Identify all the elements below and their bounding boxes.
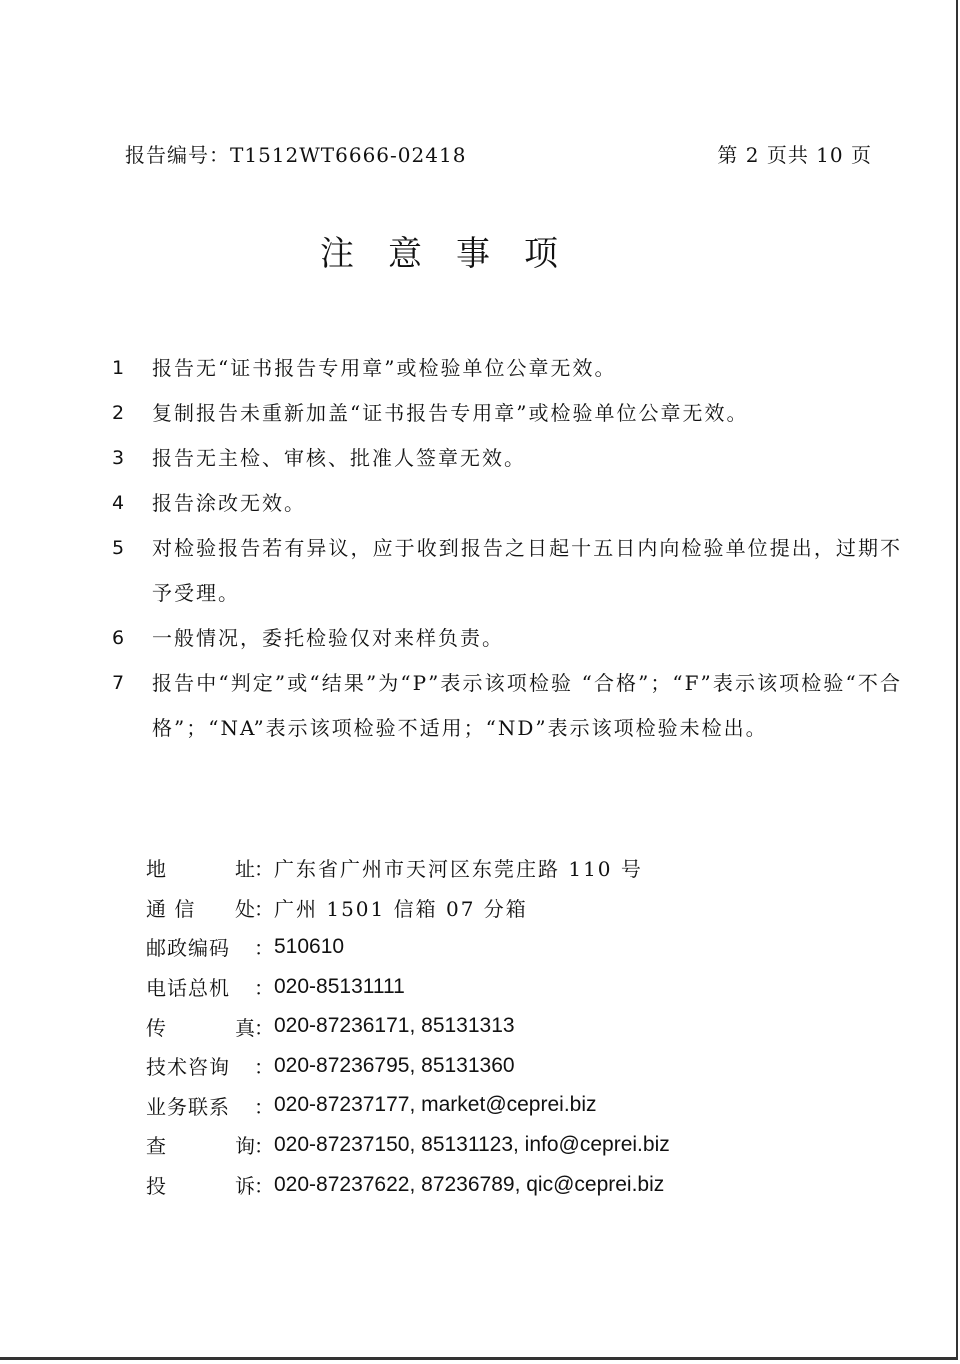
notice-item (112, 661, 902, 751)
label-colon: ： (254, 857, 274, 882)
label-colon: ： (254, 1134, 274, 1159)
notice-number: 3 (112, 447, 127, 469)
label-colon: ： (254, 1015, 274, 1040)
notice-item (112, 616, 902, 661)
label-part: 业务联系 (146, 1094, 230, 1119)
notice-text: 一般情况，委托检验仅对来样负责。 (152, 626, 504, 650)
notice-item (112, 436, 902, 481)
complaint-value: 020-87237622, 87236789, qic@ceprei.biz (274, 1172, 665, 1196)
notice-text: 报告涂改无效。 (152, 491, 306, 515)
notice-text: 复制报告未重新加盖“证书报告专用章”或检验单位公章无效。 (152, 401, 749, 425)
fax-value: 020-87236171, 85131313 (274, 1014, 515, 1038)
switchboard-value: 020-85131111 (274, 974, 405, 998)
label-part: 真 (235, 1015, 256, 1040)
label-part: 处 (235, 896, 256, 921)
notice-item (112, 526, 902, 616)
contact-label (146, 1051, 256, 1080)
contact-mailbox (146, 888, 866, 928)
notice-number: 6 (112, 627, 127, 649)
label-part: 技术咨询 (146, 1055, 230, 1080)
contact-label (146, 893, 256, 922)
page-indicator: 第 2 页共 10 页 (717, 143, 872, 167)
inquiry-value: 020-87237150, 85131123, info@ceprei.biz (274, 1132, 670, 1156)
contact-business (146, 1086, 866, 1126)
notice-text: 报告无主检、审核、批准人签章无效。 (152, 446, 526, 470)
notice-number: 5 (112, 537, 127, 559)
label-part: 传 (146, 1015, 167, 1040)
contact-inquiry (146, 1125, 866, 1165)
notice-text: 报告无“证书报告专用章”或检验单位公章无效。 (152, 356, 617, 380)
contact-label (146, 972, 256, 1001)
label-part: 诉 (235, 1174, 256, 1199)
label-colon: ： (254, 1174, 274, 1199)
contact-label (146, 932, 256, 961)
label-part: 邮政编码 (146, 936, 230, 961)
page-title: 注意事项 (320, 234, 592, 274)
notice-text: 报告中“判定”或“结果”为“P”表示该项检验 “合格”；“F”表示该项检验“不合格”；“NA”表示该项检验不适用；“ND”表示该项检验未检出。 (152, 671, 902, 740)
label-part: 址 (235, 857, 256, 882)
mailbox-value: 广州 1501 信箱 07 分箱 (274, 896, 528, 921)
notice-number: 1 (112, 357, 127, 379)
notice-number: 4 (112, 492, 127, 514)
contact-block (146, 848, 866, 1204)
contact-label (146, 1012, 256, 1041)
label-part: 投 (146, 1174, 167, 1199)
contact-label (146, 1130, 256, 1159)
contact-address (146, 848, 866, 888)
notice-number: 2 (112, 402, 127, 424)
contact-postcode (146, 927, 866, 967)
label-part: 电话总机 (146, 976, 230, 1001)
address-value: 广东省广州市天河区东莞庄路 110 号 (274, 857, 643, 882)
contact-complaint (146, 1165, 866, 1205)
notice-number: 7 (112, 672, 127, 694)
contact-consult (146, 1046, 866, 1086)
contact-label (146, 1170, 256, 1199)
label-colon: ： (254, 936, 274, 961)
postcode-value: 510610 (274, 934, 345, 958)
label-part: 询 (235, 1134, 256, 1159)
notice-list (112, 346, 902, 751)
label-part: 查 (146, 1134, 167, 1159)
notice-item (112, 346, 902, 391)
label-colon: ： (254, 976, 274, 1001)
label-part: 地 (146, 857, 167, 882)
label-colon: ： (254, 1094, 274, 1119)
contact-label (146, 1091, 256, 1120)
contact-switchboard (146, 967, 866, 1007)
label-colon: ： (254, 1055, 274, 1080)
notice-item (112, 481, 902, 526)
consult-value: 020-87236795, 85131360 (274, 1053, 515, 1077)
notice-text: 对检验报告若有异议，应于收到报告之日起十五日内向检验单位提出，过期不予受理。 (152, 536, 902, 605)
notice-item (112, 391, 902, 436)
contact-label (146, 853, 256, 882)
report-number: 报告编号：T1512WT6666-02418 (125, 143, 467, 167)
label-part: 通 信 (146, 896, 196, 921)
business-value: 020-87237177, market@ceprei.biz (274, 1093, 597, 1117)
label-colon: ： (254, 896, 274, 921)
contact-fax (146, 1006, 866, 1046)
